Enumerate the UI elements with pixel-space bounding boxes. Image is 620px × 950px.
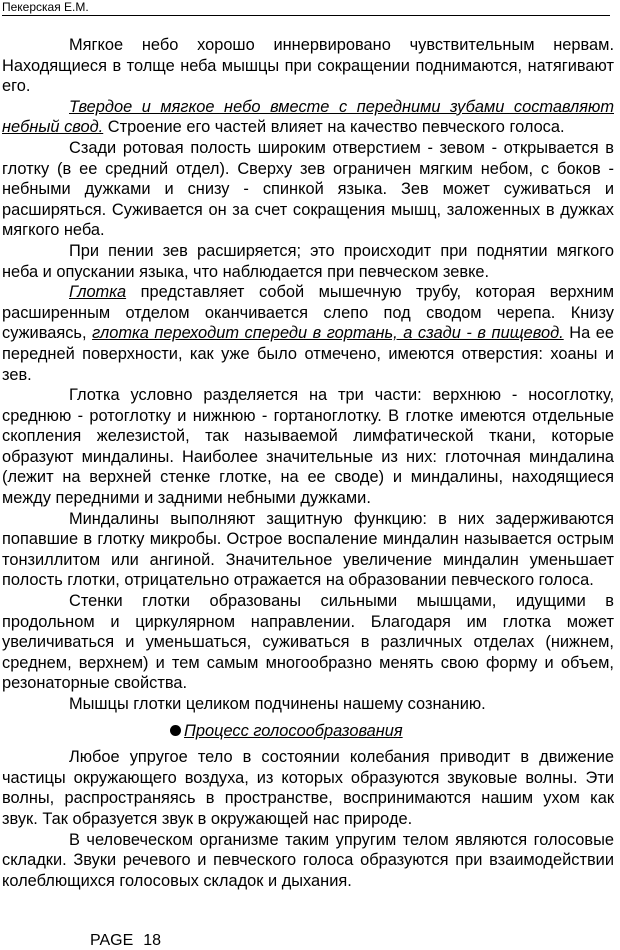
paragraph bbox=[2, 694, 614, 715]
emphasized-text: Твердое и мягкое небо вместе с передними зубами составляют небный свод. bbox=[2, 97, 614, 137]
header-author: Пекерская Е.М. bbox=[2, 0, 89, 14]
paragraph bbox=[2, 138, 614, 241]
page-number: 18 bbox=[143, 932, 162, 949]
paragraph bbox=[2, 241, 614, 282]
paragraph-text: Любое упругое тело в состоянии колебания приводит в движение частицы окружающего воздуха, из которых образуются звуковые волны. Эти волны, распространяясь в пространстве, воспринимаются нашим ухом как звук. Так образуется звук в окружающей нас природе. bbox=[2, 748, 614, 828]
paragraph-text: Сзади ротовая полость широким отверстием - зевом - открывается в глотку (в ее средний отдел). Сверху зев ограничен мягким небом, с боков - небными дужками и снизу - спинкой языка. Зев может суживаться и расширяться. Суживается он за счет сокращения мышц, заложенных в дужках мягкого неба. bbox=[2, 138, 614, 240]
paragraph bbox=[2, 747, 614, 829]
document-body bbox=[2, 35, 614, 891]
paragraph bbox=[2, 282, 614, 385]
paragraph-text: Миндалины выполняют защитную функцию: в них задерживаются попавшие в глотку микробы. Острое воспаление миндалин называется острым тонзиллитом или ангиной. Значительное увеличение миндалин уменьшает полость глотки, отрицательно отражается на образовании певческого голоса. bbox=[2, 509, 614, 590]
paragraph-text: В человеческом организме таким упругим телом являются голосовые складки. Звуки речевого и певческого голоса образуются при взаимодействии колеблющихся голосовых складок и дыхания. bbox=[2, 830, 614, 890]
paragraph-text: Мышцы глотки целиком подчинены нашему сознанию. bbox=[69, 695, 486, 713]
paragraph-text: Строение его частей влияет на качество певческого голоса. bbox=[103, 118, 565, 137]
paragraph bbox=[2, 591, 614, 694]
emphasized-text: глотка переходит спереди в гортань, а сзади - в пищевод. bbox=[92, 324, 564, 343]
paragraph-text: Стенки глотки образованы сильными мышцами, идущими в продольном и циркулярном направлении. Благодаря им глотка может увеличиваться и уменьшаться, суживаться в различных отделах (нижнем, среднем, верхнем) и тем самым многообразно менять свою форму и объем, резонаторные свойства. bbox=[2, 592, 614, 693]
footer-label: PAGE bbox=[90, 932, 134, 949]
paragraph-text: На ее передней поверхности, как уже было отмечено, имеются отверстия: хоаны и зев. bbox=[2, 324, 614, 384]
paragraph bbox=[2, 97, 614, 138]
bullet-icon bbox=[170, 725, 181, 736]
page-footer bbox=[90, 932, 161, 950]
paragraph-text: Глотка условно разделяется на три части: верхнюю - носоглотку, среднюю - ротоглотку и нижнюю - гортаноглотку. В глотке имеются отдельные скопления железистой, так называемой лимфатической ткани, которые образуют миндалины. Наиболее значительные из них: глоточная миндалина (лежит на верхней стенке глотке, на ее своде) и миндалины, находящиеся между передними и задними небными дужками. bbox=[2, 386, 614, 508]
paragraph-text: При пении зев расширяется; это происходит при поднятии мягкого неба и опускании языка, что наблюдается при певческом зевке. bbox=[2, 241, 614, 281]
paragraphs-before bbox=[2, 35, 614, 715]
paragraph bbox=[2, 830, 614, 892]
paragraphs-after bbox=[2, 747, 614, 891]
emphasized-text: Глотка bbox=[69, 283, 127, 302]
paragraph bbox=[2, 35, 614, 97]
paragraph-text: представляет собой мышечную трубу, которая верхним расширенным отделом оканчивается слепо под сводом черепа. Книзу суживаясь, bbox=[2, 283, 614, 343]
page-header bbox=[2, 0, 610, 16]
section-heading-text: Процесс голосообразования bbox=[184, 721, 403, 740]
paragraph-text: Мягкое небо хорошо иннервировано чувствительным нервам. Находящиеся в толще неба мышцы при сокращении поднимаются, натягивают его. bbox=[2, 36, 614, 96]
section-heading bbox=[2, 721, 614, 742]
paragraph bbox=[2, 509, 614, 591]
paragraph bbox=[2, 385, 614, 509]
